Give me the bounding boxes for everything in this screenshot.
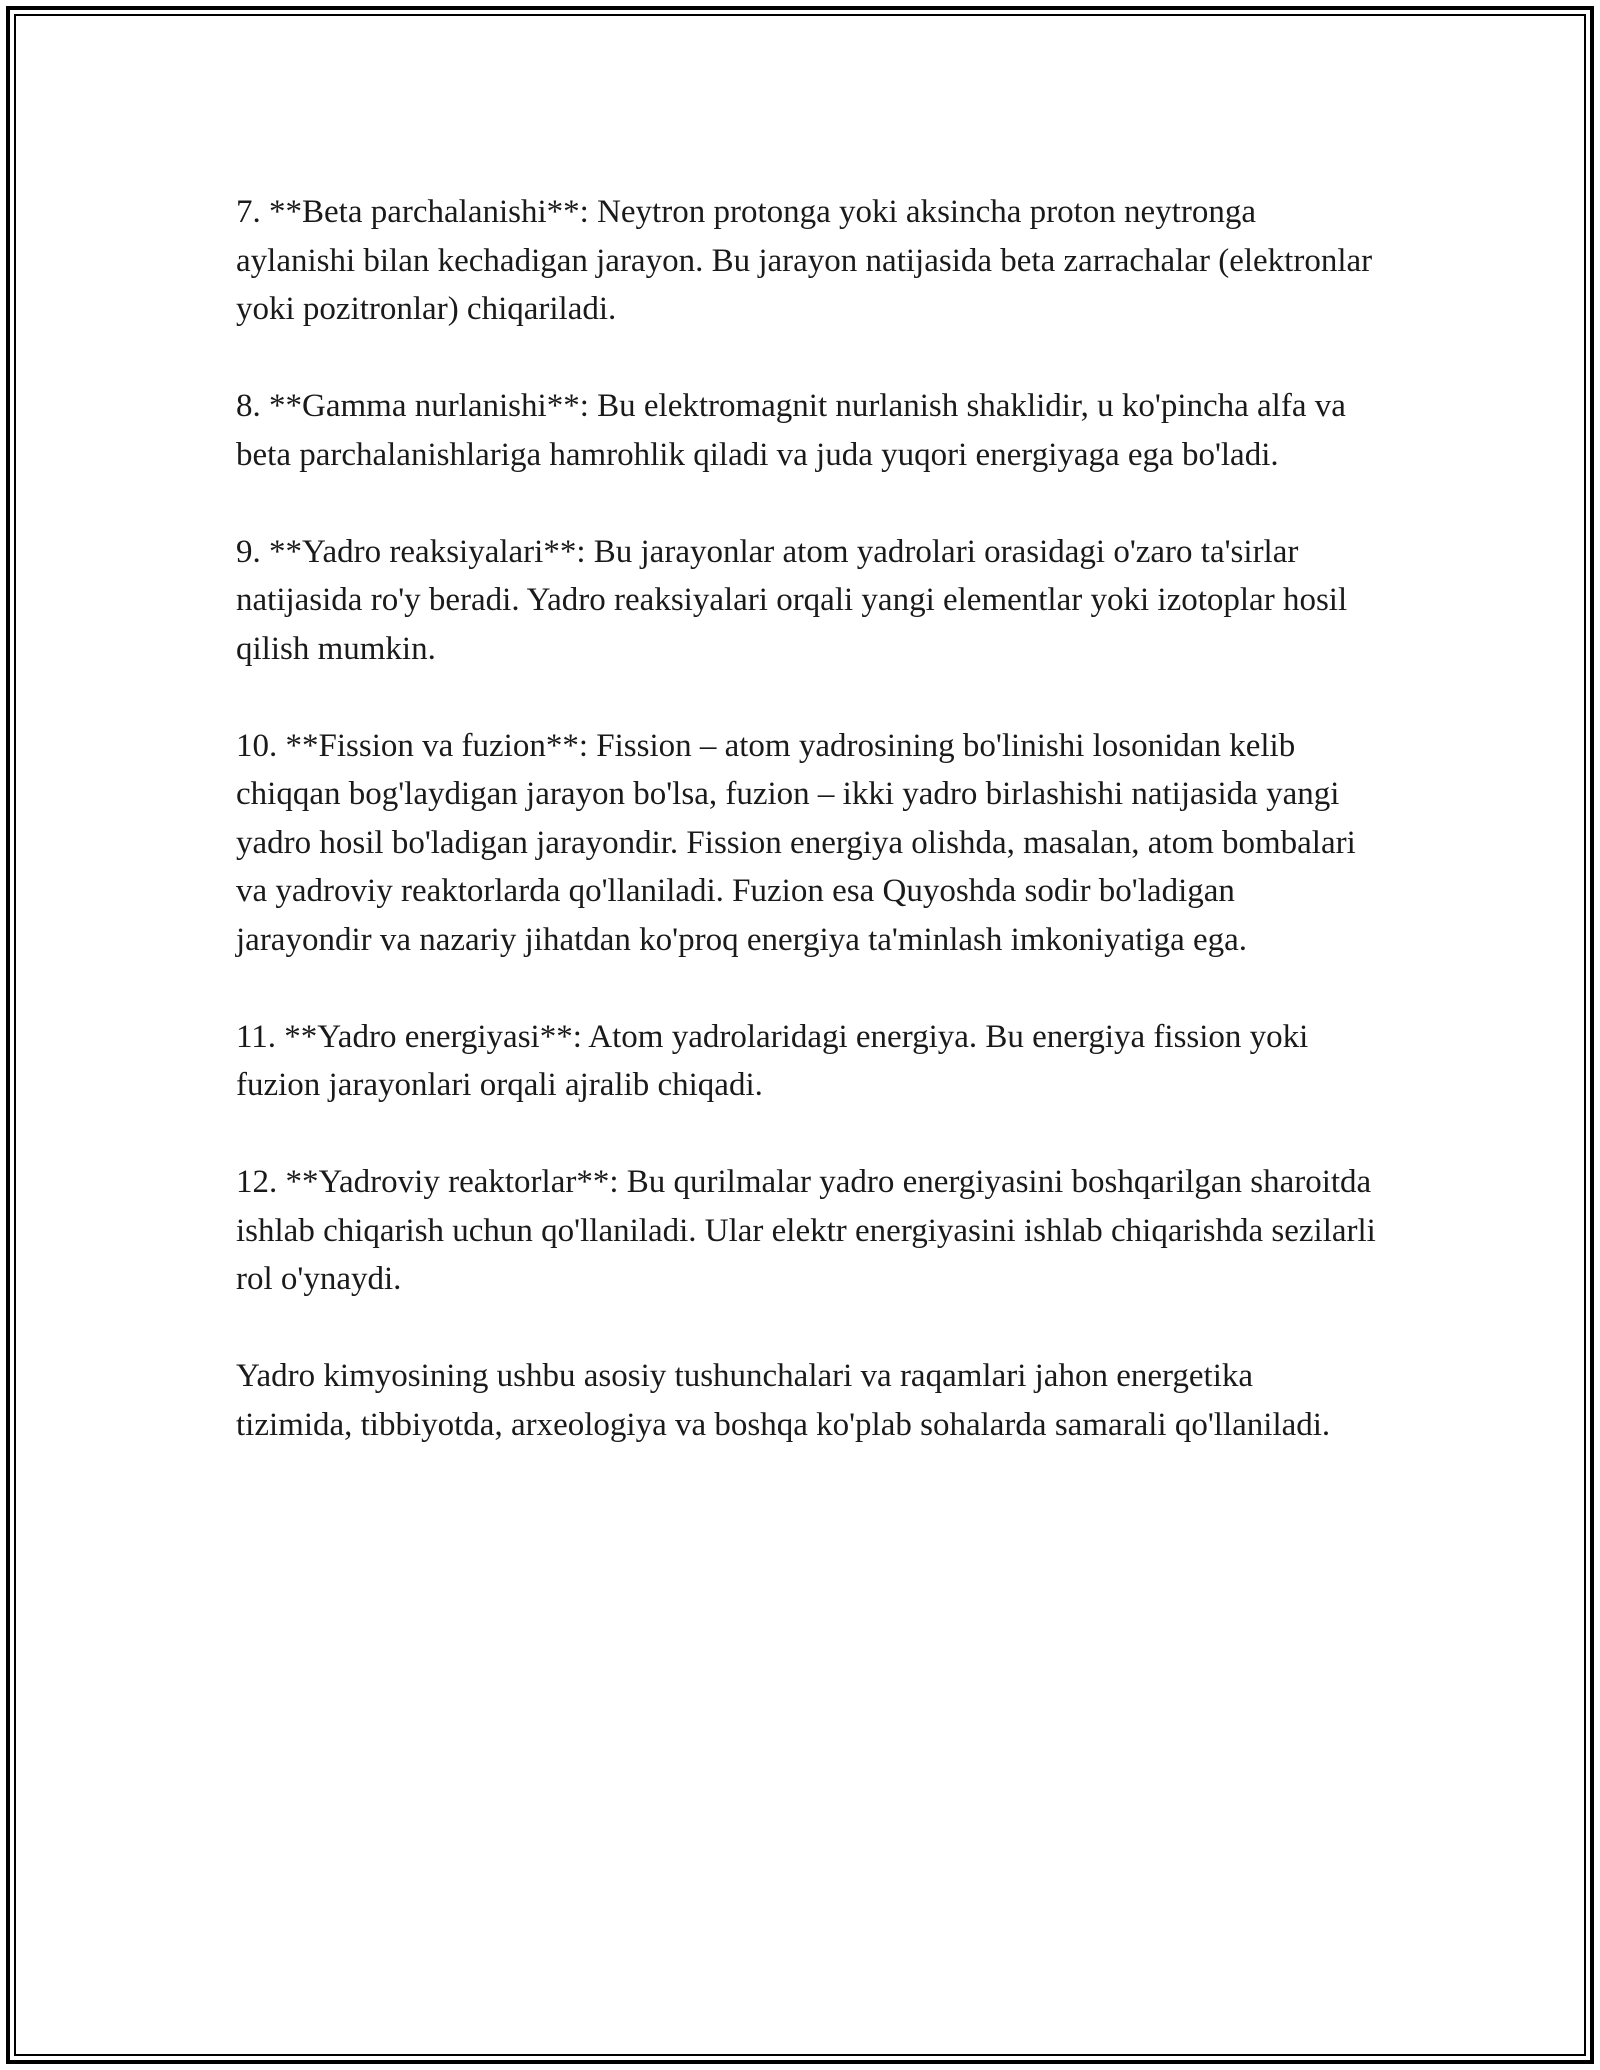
paragraph-gamma-radiation: 8. **Gamma nurlanishi**: Bu elektromagnit nurlanish shaklidir, u ko'pincha alfa va beta parchalanishlariga hamrohlik qiladi va juda yuqori energiyaga ega bo'ladi. [236,388,1346,473]
paragraph-beta-decay: 7. **Beta parchalanishi**: Neytron protonga yoki aksincha proton neytronga aylanishi bilan kechadigan jarayon. Bu jarayon natijasida beta zarrachalar (elektronlar yoki pozitronlar) chiqariladi. [236,194,1373,327]
paragraph-fission-fusion: 10. **Fission va fuzion**: Fission – atom yadrosining bo'linishi losonidan kelib chiqqan bog'laydigan jarayon bo'lsa, fuzion – ikki yadro birlashishi natijasida yangi yadro hosil bo'ladigan jarayondir. Fission energiya olishda, masalan, atom bombalari va yadroviy reaktorlarda qo'llaniladi. Fuzion esa Quyoshda sodir bo'ladigan jarayondir va nazariy jihatdan ko'proq energiya ta'minlash imkoniyatiga ega. [236,727,1356,958]
paragraph-nuclear-reactions: 9. **Yadro reaksiyalari**: Bu jarayonlar atom yadrolari orasidagi o'zaro ta'sirlar natijasida ro'y beradi. Yadro reaksiyalari orqali yangi elementlar yoki izotoplar hosil qilish mumkin. [236,533,1348,667]
paragraph-nuclear-energy: 11. **Yadro energiyasi**: Atom yadrolaridagi energiya. Bu energiya fission yoki fuzion jarayonlari orqali ajralib chiqadi. [236,1018,1309,1103]
paragraph-conclusion: Yadro kimyosining ushbu asosiy tushunchalari va raqamlari jahon energetika tizimida, tibbiyotda, arxeologiya va boshqa ko'plab sohalarda samarali qo'llaniladi. [236,1358,1331,1443]
document-body [236,188,1376,1498]
paragraph-nuclear-reactors: 12. **Yadroviy reaktorlar**: Bu qurilmalar yadro energiyasini boshqarilgan sharoitda ishlab chiqarish uchun qo'llaniladi. Ular elektr energiyasini ishlab chiqarishda sezilarli rol o'ynaydi. [236,1164,1376,1297]
